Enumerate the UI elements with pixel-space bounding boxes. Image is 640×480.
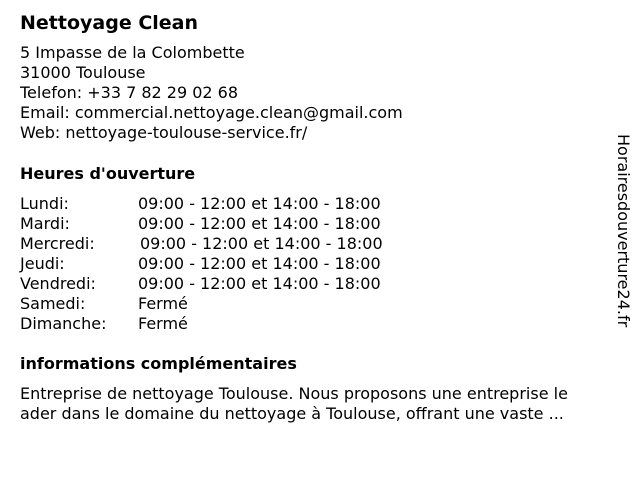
contact-block bbox=[20, 43, 403, 143]
day-label: Mercredi: bbox=[20, 234, 95, 253]
day-label: Jeudi: bbox=[20, 254, 65, 273]
site-watermark: Horairesdouverture24.fr bbox=[614, 134, 633, 328]
website-address: Web: nettoyage-toulouse-service.fr/ bbox=[20, 123, 308, 142]
business-name: Nettoyage Clean bbox=[20, 12, 199, 34]
day-label: Mardi: bbox=[20, 214, 70, 233]
day-hours: Fermé bbox=[138, 294, 188, 313]
day-label: Dimanche: bbox=[20, 314, 107, 333]
day-hours: 09:00 - 12:00 et 14:00 - 18:00 bbox=[138, 274, 381, 293]
address-city: 31000 Toulouse bbox=[20, 63, 146, 82]
address-street: 5 Impasse de la Colombette bbox=[20, 43, 245, 62]
opening-hours-heading: Heures d'ouverture bbox=[20, 164, 196, 183]
day-hours: 09:00 - 12:00 et 14:00 - 18:00 bbox=[140, 234, 383, 253]
additional-info-text bbox=[20, 384, 616, 424]
info-text-line: Entreprise de nettoyage Toulouse. Nous proposons une entreprise le bbox=[20, 384, 568, 403]
additional-info-heading: informations complémentaires bbox=[20, 354, 297, 373]
phone-number: Telefon: +33 7 82 29 02 68 bbox=[20, 83, 239, 102]
day-hours: 09:00 - 12:00 et 14:00 - 18:00 bbox=[138, 214, 381, 233]
day-label: Lundi: bbox=[20, 194, 69, 213]
day-hours: Fermé bbox=[138, 314, 188, 333]
day-hours: 09:00 - 12:00 et 14:00 - 18:00 bbox=[138, 254, 381, 273]
day-hours: 09:00 - 12:00 et 14:00 - 18:00 bbox=[138, 194, 381, 213]
email-address: Email: commercial.nettoyage.clean@gmail.com bbox=[20, 103, 403, 122]
day-label: Samedi: bbox=[20, 294, 86, 313]
day-label: Vendredi: bbox=[20, 274, 96, 293]
info-text-line: ader dans le domaine du nettoyage à Toulouse, offrant une vaste ... bbox=[20, 404, 564, 423]
